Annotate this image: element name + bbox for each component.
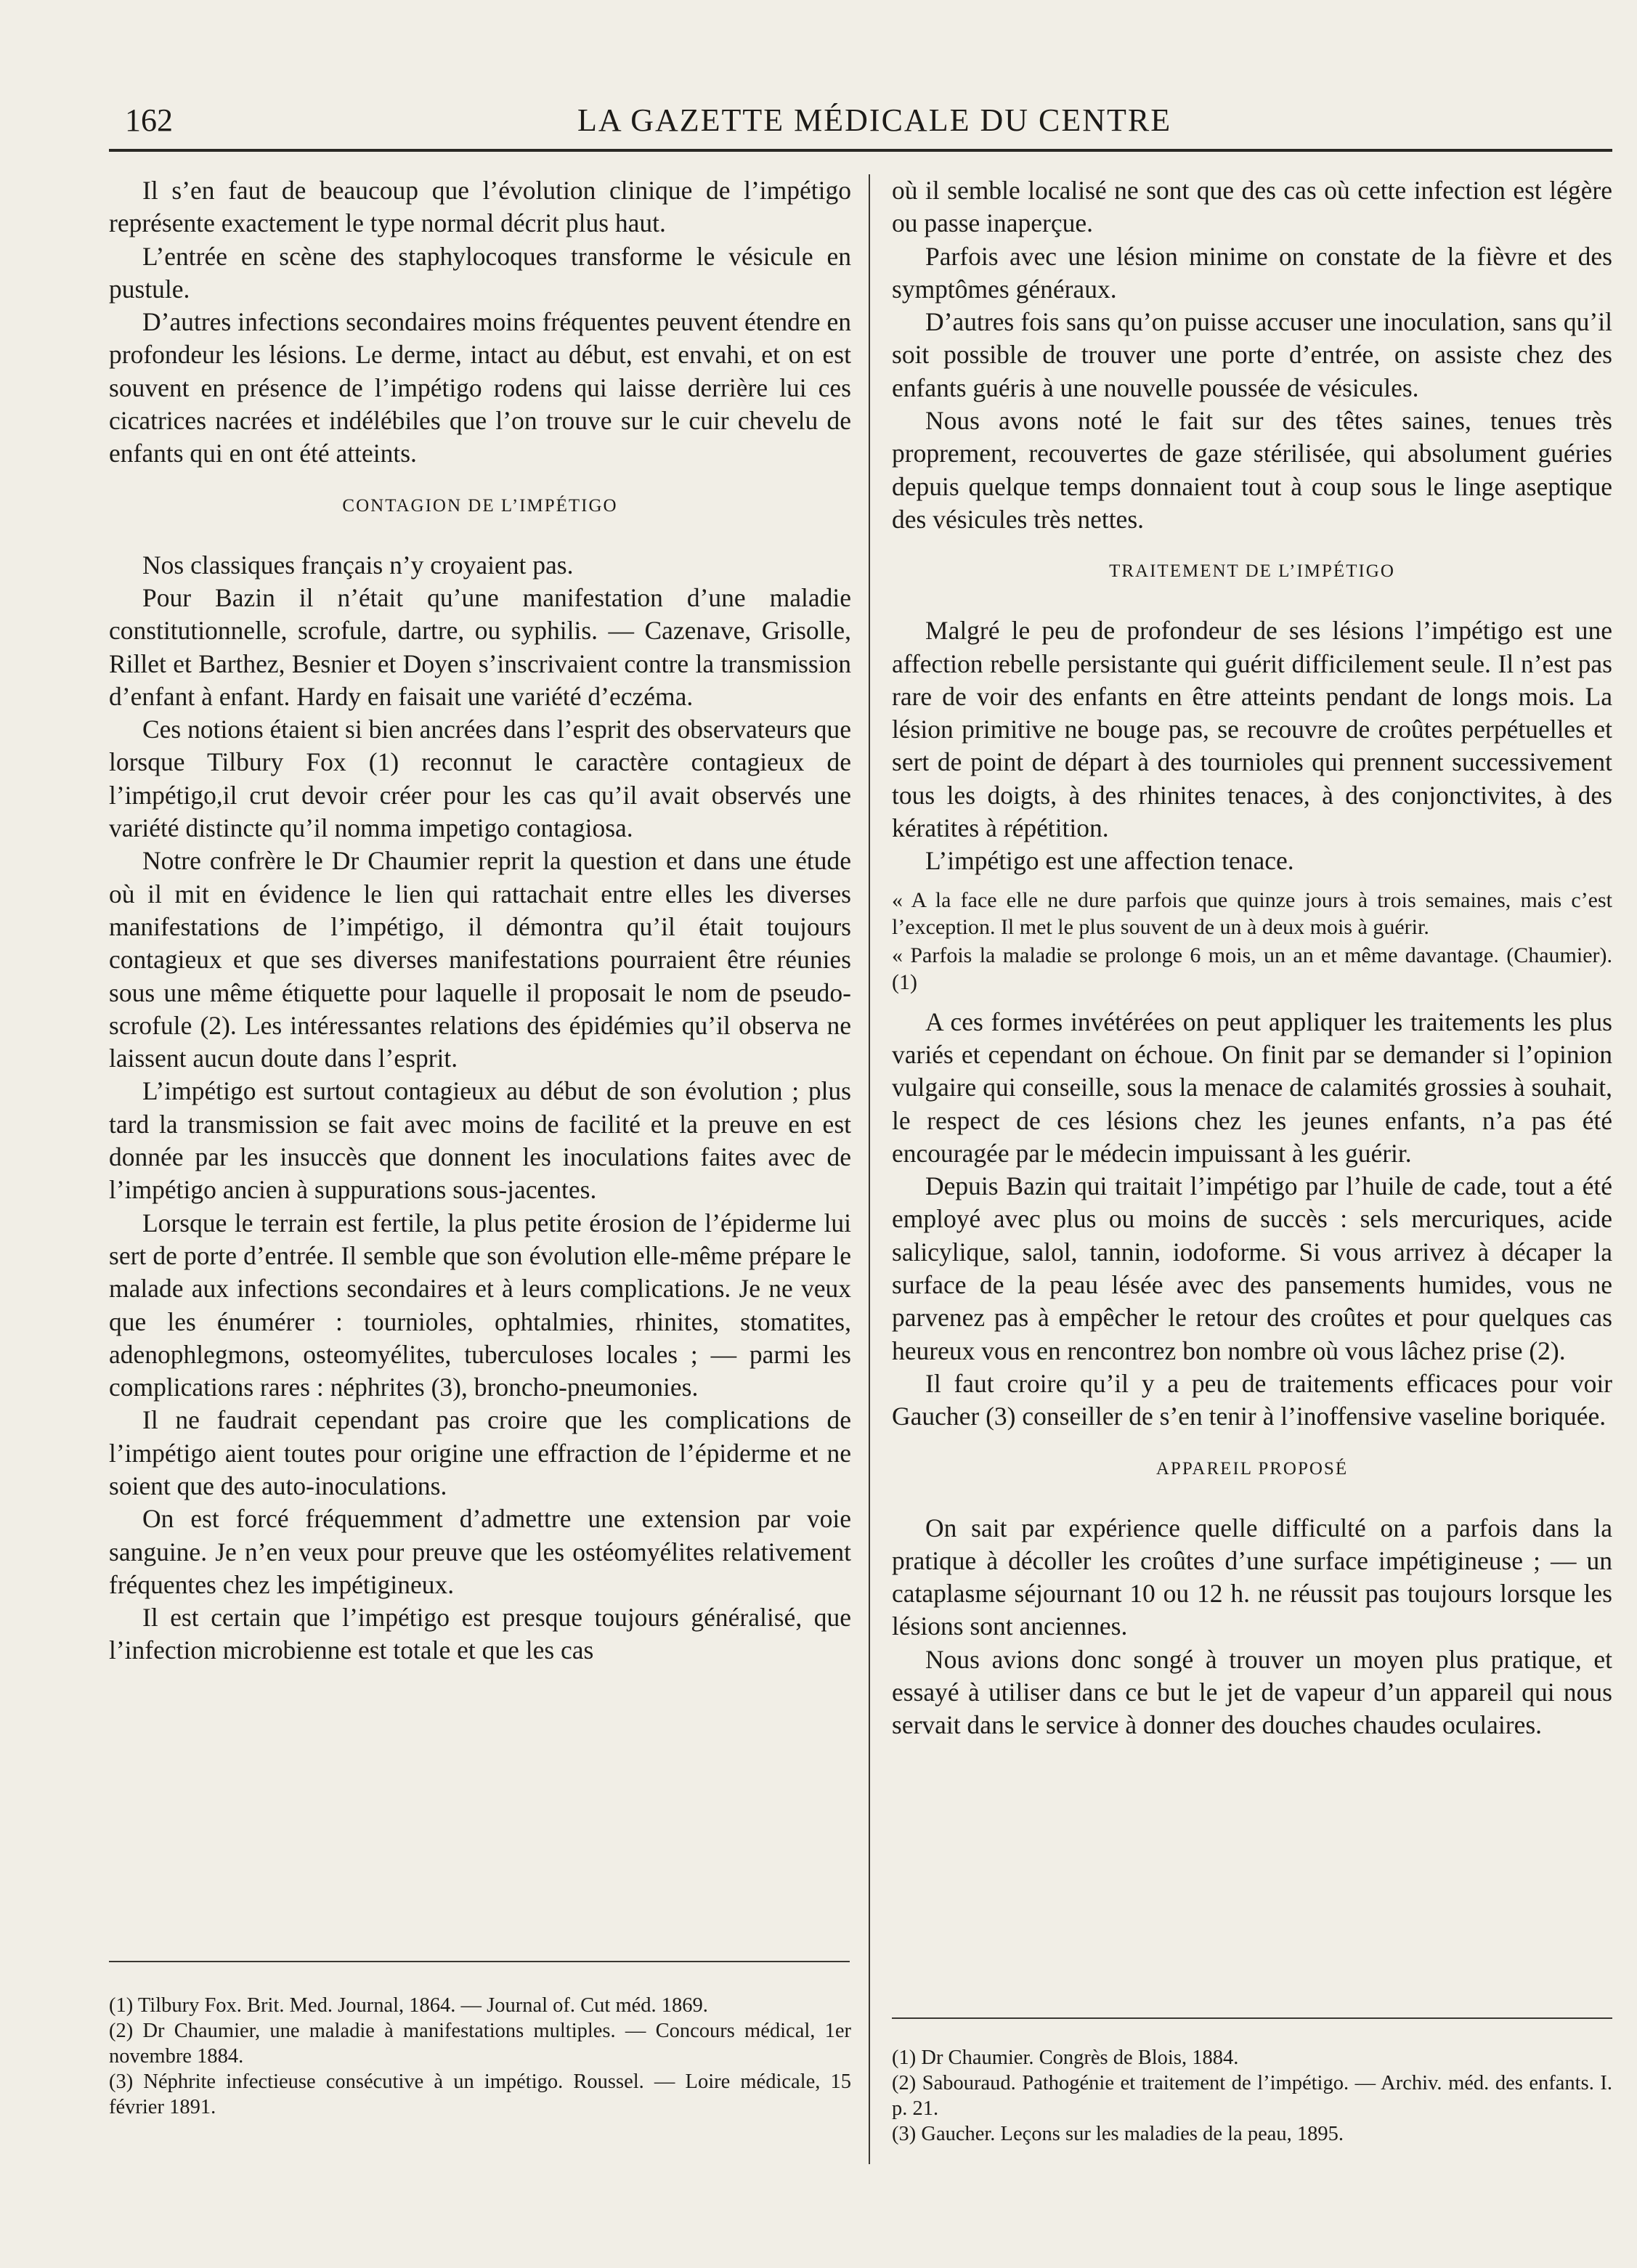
- left-column: [109, 174, 851, 1667]
- section-heading-contagion: CONTAGION DE L’IMPÉTIGO: [342, 495, 618, 516]
- paragraph: Lorsque le terrain est fertile, la plus petite érosion de l’épiderme lui sert de porte d’entrée. Il semble que son évolution elle-même prépare le malade aux infections secondaires et à leurs complications. Je ne veux que les énumérer : tournioles, ophtalmies, rhinites, stomatites, adenophlegmons, osteomyélites, tuberculoses locales ; — parmi les complications rares : néphrites (3), broncho-pneumonies.: [109, 1208, 851, 1402]
- running-header: [109, 93, 1612, 144]
- footnote: (2) Dr Chaumier, une maladie à manifestations multiples. — Concours médical, 1er novembre 1884.: [109, 2020, 851, 2068]
- footnote: (1) Tilbury Fox. Brit. Med. Journal, 1864. — Journal of. Cut méd. 1869.: [109, 1994, 708, 2017]
- section-heading-appareil: APPAREIL PROPOSÉ: [1155, 1458, 1349, 1479]
- footnotes-right: [892, 2045, 1612, 2147]
- paragraph: Malgré le peu de profondeur de ses lésions l’impétigo est une affection rebelle persistante qui guérit difficilement seule. Il n’est pas rare de voir des enfants en être atteints pendant de longs mois. La lésion primitive ne bouge pas, se recouvre de croûtes perpétuelles et sert de point de départ à des tournioles qui prennent successivement tous les doigts, à des rhinites tenaces, à des conjonctivites, à des kératites à répétition.: [892, 616, 1612, 843]
- footnote: (1) Dr Chaumier. Congrès de Blois, 1884.: [892, 2047, 1239, 2069]
- header-rule: [109, 149, 1612, 152]
- paragraph: Depuis Bazin qui traitait l’impétigo par l’huile de cade, tout a été employé avec plus ou moins de succès : sels mercuriques, acide salicylique, salol, tannin, iodoforme. Si vous arrivez à décaper la surface de la peau lésée avec des pansements humides, vous ne parvenez pas à empêcher le retour des croûtes et pour quelques cas heureux vous en rencontrez bon nombre où vous lâchez prise (2).: [892, 1171, 1612, 1365]
- paragraph: On sait par expérience quelle difficulté on a parfois dans la pratique à décoller les croûtes d’une surface impétigineuse ; — un cataplasme séjournant 10 ou 12 h. ne réussit pas toujours lorsque les lésions sont anciennes.: [892, 1513, 1612, 1641]
- paragraph: L’impétigo est une affection tenace.: [925, 846, 1294, 876]
- paragraph: L’entrée en scène des staphylocoques transforme le vésicule en pustule.: [109, 241, 851, 304]
- paragraph: L’impétigo est surtout contagieux au début de son évolution ; plus tard la transmission se fait avec moins de facilité et la preuve en est donnée par les insuccès que donnent les inoculations faites avec de l’impétigo ancien à suppurations sous-jacentes.: [109, 1076, 851, 1205]
- footnote: (2) Sabouraud. Pathogénie et traitement de l’impétigo. — Archiv. méd. des enfants. I. p. 21.: [892, 2072, 1612, 2120]
- paragraph: Notre confrère le Dr Chaumier reprit la question et dans une étude où il mit en évidence le lien qui rattachait entre elles les diverses manifestations de l’impétigo, il démontra qu’il était toujours contagieux et que ses diverses manifestations pourraient être réunies sous une même étiquette pour laquelle il proposait le nom de pseudo-scrofule (2). Les intéressantes relations des épidémies qu’il observa ne laissent aucun doute dans l’esprit.: [109, 846, 851, 1073]
- paragraph: où il semble localisé ne sont que des cas où cette infection est légère ou passe inaperçue.: [892, 176, 1612, 238]
- paragraph: Il est certain que l’impétigo est presque toujours généralisé, que l’infection microbienne est totale et que les cas: [109, 1603, 851, 1665]
- paragraph: On est forcé fréquemment d’admettre une extension par voie sanguine. Je n’en veux pour preuve que les ostéomyélites relativement fréquentes chez les impétigineux.: [109, 1504, 851, 1599]
- right-column: [892, 174, 1612, 1742]
- column-divider: [869, 174, 870, 2164]
- paragraph: Il faut croire qu’il y a peu de traitements efficaces pour voir Gaucher (3) conseiller de s’en tenir à l’inoffensive vaseline boriquée.: [892, 1368, 1612, 1431]
- quotation: « Parfois la maladie se prolonge 6 mois, un an et même davantage. (Chaumier). (1): [892, 943, 1612, 994]
- paragraph: Il ne faudrait cependant pas croire que les complications de l’impétigo aient toutes pour origine une effraction de l’épiderme et ne soient que des auto-inoculations.: [109, 1405, 851, 1500]
- paragraph: A ces formes invétérées on peut appliquer les traitements les plus variés et cependant on échoue. On finit par se demander si l’opinion vulgaire qui conseille, sous la menace de calamités grossies à souhait, le respect de ces lésions chez les jeunes enfants, n’a pas été encouragée par le médecin impuissant à les guérir.: [892, 1007, 1612, 1168]
- footnote-rule-left: [109, 1961, 850, 1962]
- footnote: (3) Néphrite infectieuse consécutive à un impétigo. Roussel. — Loire médicale, 15 février 1891.: [109, 2070, 851, 2118]
- footnote-rule-right: [892, 2017, 1612, 2019]
- paragraph: Pour Bazin il n’était qu’une manifestation d’une maladie constitutionnelle, scrofule, dartre, ou syphilis. — Cazenave, Grisolle, Rillet et Barthez, Besnier et Doyen s’inscrivaient contre la transmission d’enfant à enfant. Hardy en faisait une variété d’eczéma.: [109, 582, 851, 711]
- paragraph: Nous avons noté le fait sur des têtes saines, tenues très proprement, recouvertes de gaze stérilisée, qui absolument guéries depuis quelque temps donnaient tout à coup sous le linge aseptique des vésicules très nettes.: [892, 406, 1612, 534]
- paragraph: D’autres infections secondaires moins fréquentes peuvent étendre en profondeur les lésions. Le derme, intact au début, est envahi, et on est souvent en présence de l’impétigo rodens qui laisse derrière lui ces cicatrices nacrées et indélébiles que l’on trouve sur le cuir chevelu de enfants qui en ont été atteints.: [109, 307, 851, 468]
- page-number: 162: [125, 102, 173, 138]
- section-heading-traitement: TRAITEMENT DE L’IMPÉTIGO: [1109, 561, 1395, 582]
- paragraph: Il s’en faut de beaucoup que l’évolution clinique de l’impétigo représente exactement le type normal décrit plus haut.: [109, 176, 851, 238]
- footnote: (3) Gaucher. Leçons sur les maladies de la peau, 1895.: [892, 2123, 1344, 2145]
- footnotes-left: [109, 1993, 851, 2120]
- paragraph: D’autres fois sans qu’on puisse accuser une inoculation, sans qu’il soit possible de trouver une porte d’entrée, on assiste chez des enfants guéris à une nouvelle poussée de vésicules.: [892, 307, 1612, 402]
- journal-title: LA GAZETTE MÉDICALE DU CENTRE: [577, 102, 1172, 138]
- quotation: « A la face elle ne dure parfois que quinze jours à trois semaines, mais c’est l’exception. Il met le plus souvent de un à deux mois à guérir.: [892, 887, 1612, 939]
- paragraph: Nos classiques français n’y croyaient pas.: [142, 550, 574, 580]
- paragraph: Parfois avec une lésion minime on constate de la fièvre et des symptômes généraux.: [892, 241, 1612, 304]
- paragraph: Nous avions donc songé à trouver un moyen plus pratique, et essayé à utiliser dans ce but le jet de vapeur d’un appareil qui nous servait dans le service à donner des douches chaudes oculaires.: [892, 1644, 1612, 1740]
- paragraph: Ces notions étaient si bien ancrées dans l’esprit des observateurs que lorsque Tilbury Fox (1) reconnut le caractère contagieux de l’impétigo,il crut devoir créer pour les cas qu’il avait observés une variété distincte qu’il nomma impetigo contagiosa.: [109, 715, 851, 843]
